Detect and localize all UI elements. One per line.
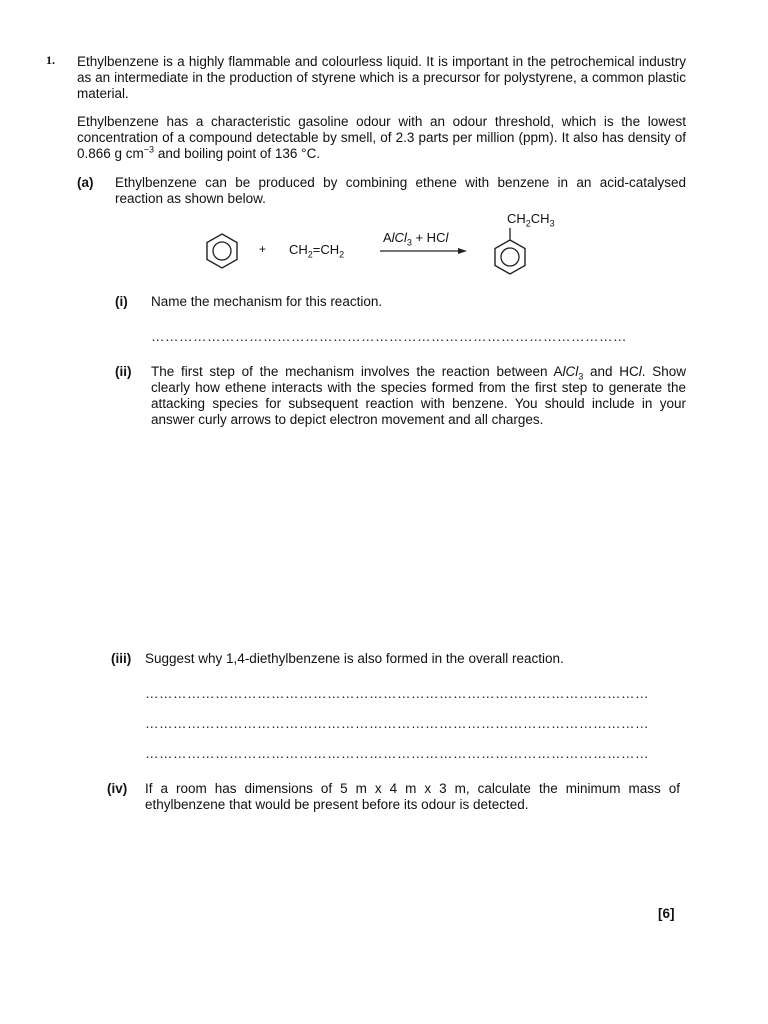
answer-line[interactable]: ………………………………………………………………………………………… (151, 329, 627, 344)
part-ii-text: The first step of the mechanism involves the reaction between AlCl$_3$ and HCl. Show clearly how ethene interacts with the species formed from the first step to generate the attacking species for subsequent reaction with benzene. You should include in your answer curly arrows to depict electron movement and all charges. (151, 364, 686, 427)
intro-paragraph-2: Ethylbenzene has a characteristic gasoline odour with an odour threshold, which is the lowest concentration of a compound detectable by smell, of 2.3 parts per million (ppm). It also has density of 0.866 g $cm^{-3}$ and boiling point of 136 °C. (77, 114, 686, 161)
part-ii-label: (ii) (115, 364, 132, 379)
answer-line[interactable]: ……………………………………………………………………………………………… (145, 746, 649, 761)
benzene-reactant-structure (207, 234, 237, 268)
answer-line[interactable]: ……………………………………………………………………………………………… (145, 716, 649, 731)
part-a-text: Ethylbenzene can be produced by combining ethene with benzene in an acid-catalysed reaction as shown below. (115, 175, 686, 206)
question-number: 1. (46, 53, 55, 67)
catalyst-label: AlCl$_3$ + HCl (383, 230, 449, 248)
part-iii-text: Suggest why 1,4-diethylbenzene is also formed in the overall reaction. (145, 651, 564, 666)
part-iii-label: (iii) (111, 651, 132, 666)
marks-total: [6] (658, 906, 675, 921)
part-i-label: (i) (115, 294, 128, 309)
answer-line[interactable]: ……………………………………………………………………………………………… (145, 686, 649, 701)
part-a-label: (a) (77, 175, 94, 190)
ethyl-group-formula: $CH_2CH_3$ (507, 211, 555, 229)
plus-sign: + (259, 242, 267, 256)
part-i-text: Name the mechanism for this reaction. (151, 294, 383, 309)
ethylbenzene-product-structure (495, 228, 525, 274)
intro-paragraph-1: Ethylbenzene is a highly flammable and colourless liquid. It is important in the petrochemical industry as an intermediate in the production of styrene which is a precursor for polystyrene, a common plastic material. (77, 54, 686, 101)
part-iv-text: If a room has dimensions of 5 m x 4 m x 3 m, calculate the minimum mass of ethylbenzene that would be present before its odour is detected. (145, 781, 680, 812)
part-iv-label: (iv) (107, 781, 128, 796)
ethene-formula: $CH_2=CH_2$ (289, 242, 345, 260)
reaction-arrow (380, 248, 467, 254)
